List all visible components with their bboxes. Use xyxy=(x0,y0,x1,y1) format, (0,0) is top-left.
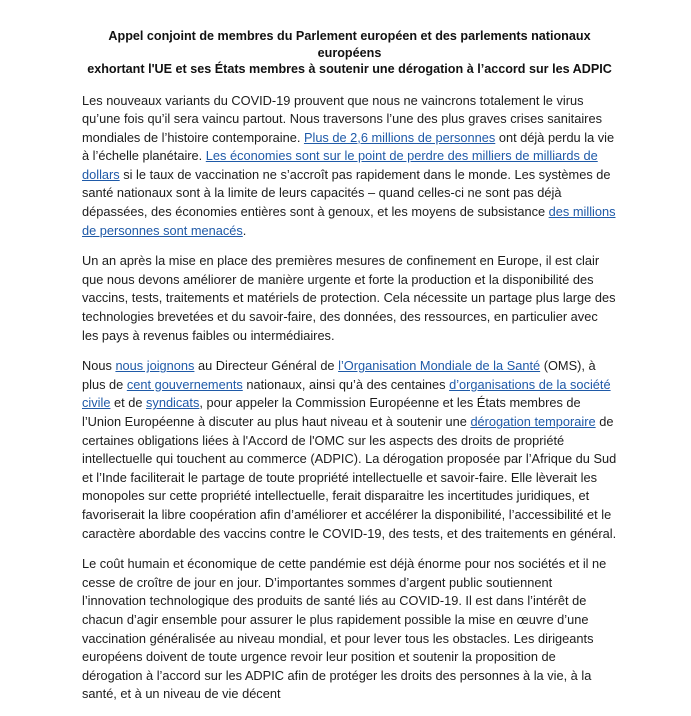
paragraph-3-text-7: de certaines obligations liées à l'Accord de l'OMC sur les aspects des droits de propriété intellectuelle qui touchent au commerce (ADPIC). La dérogation proposée par l’Afrique du Sud et l’Inde faciliterait le partage de toute propriété intellectuelle et savoir-faire. Elle lèverait les monopoles sur cette propriété intellectuelle, ferait disparaitre les incertitudes juridiques, et favoriserait la libre coopération afin d’améliorer et accélérer la disponibilité, l’accessibilité et le caractère abordable des vaccins contre le COVID-19, des tests, et des traitements en général. xyxy=(82,414,617,541)
paragraph-3-text-2: au Directeur Général de xyxy=(194,358,339,374)
link-deaths-count[interactable]: Plus de 2,6 millions de personnes xyxy=(303,129,496,145)
link-derogation-temporaire[interactable]: dérogation temporaire xyxy=(470,414,596,429)
link-economic-losses[interactable]: Les économies sont sur le point de perdre des milliers de milliards de dollars xyxy=(82,148,598,182)
paragraph-1-text-2: ont déjà perdu la vie à l’échelle planétaire. xyxy=(82,129,615,164)
title-line-2: exhortant l'UE et ses États membres à soutenir une dérogation à l’accord sur les ADPIC xyxy=(87,62,612,76)
paragraph-2-text: Un an après la mise en place des premières mesures de confinement en Europe, il est clair que nous devons améliorer de manière urgente et forte la production et la disponibilité des vaccins, tests, traitements et matériels de protection. Cela nécessite un partage plus large des technologies brevetées et du savoir-faire, des données, des ressources, en particulier avec les pays à revenus faibles ou intermédiaires. xyxy=(82,253,616,343)
paragraph-1-text-1: Les nouveaux variants du COVID-19 prouvent que nous ne vaincrons totalement le virus qu’une fois qu’il sera vaincu partout. Nous traversons l’une des plus graves crises sanitaires mondiales de l’histoire contemporaine. xyxy=(82,92,602,145)
paragraph-4 xyxy=(82,555,617,704)
link-livelihoods-threatened[interactable]: des millions de personnes sont menacés xyxy=(82,204,616,238)
paragraph-2 xyxy=(82,252,617,345)
document-title xyxy=(82,28,617,78)
paragraph-3 xyxy=(82,357,617,543)
paragraph-3-text-4: nationaux, ainsi qu’à des centaines xyxy=(242,376,450,392)
document-page xyxy=(82,28,617,716)
paragraph-3-text-6: , pour appeler la Commission Européenne et les États membres de l’Union Européenne à discuter au plus haut niveau et à soutenir une xyxy=(82,395,581,429)
paragraph-3-text-3: (OMS), à plus de xyxy=(82,358,596,392)
title-line-1: Appel conjoint de membres du Parlement européen et des parlements nationaux européens xyxy=(108,29,591,60)
link-nous-joignons[interactable]: nous joignons xyxy=(115,358,195,374)
link-societe-civile[interactable]: d’organisations de la société civile xyxy=(82,376,611,411)
link-oms[interactable]: l’Organisation Mondiale de la Santé xyxy=(338,358,541,374)
paragraph-3-text-5: et de xyxy=(110,395,147,411)
paragraph-1 xyxy=(82,92,617,241)
paragraph-4-text: Le coût humain et économique de cette pandémie est déjà énorme pour nos sociétés et il ne cesse de croître de jour en jour. D’importantes sommes d’argent public soutiennent l’innovation technologique des produits de santé liés au COVID-19. Il est dans l’intérêt de chacun d’agir ensemble pour assurer le plus rapidement possible la mise en œuvre d’une vaccination généralisée au niveau mondial, et pour lever tous les obstacles. Les dirigeants européens doivent de toute urgence revoir leur position et soutenir la proposition de dérogation à l’accord sur les ADPIC afin de protéger les droits des personnes à la vie, à la santé, et à un niveau de vie décent xyxy=(82,556,607,702)
paragraph-3-text-1: Nous xyxy=(82,358,116,374)
link-syndicats[interactable]: syndicats xyxy=(146,395,200,411)
link-cent-gouvernements[interactable]: cent gouvernements xyxy=(126,376,243,392)
paragraph-1-text-3: si le taux de vaccination ne s’accroît pas rapidement dans le monde. Les systèmes de santé nationaux sont à la limite de leurs capacités – quand celles-ci ne sont pas déjà dépassées, des économies entières sont à genoux, et les moyens de subsistance xyxy=(82,166,611,220)
paragraph-1-text-4: . xyxy=(242,222,247,238)
